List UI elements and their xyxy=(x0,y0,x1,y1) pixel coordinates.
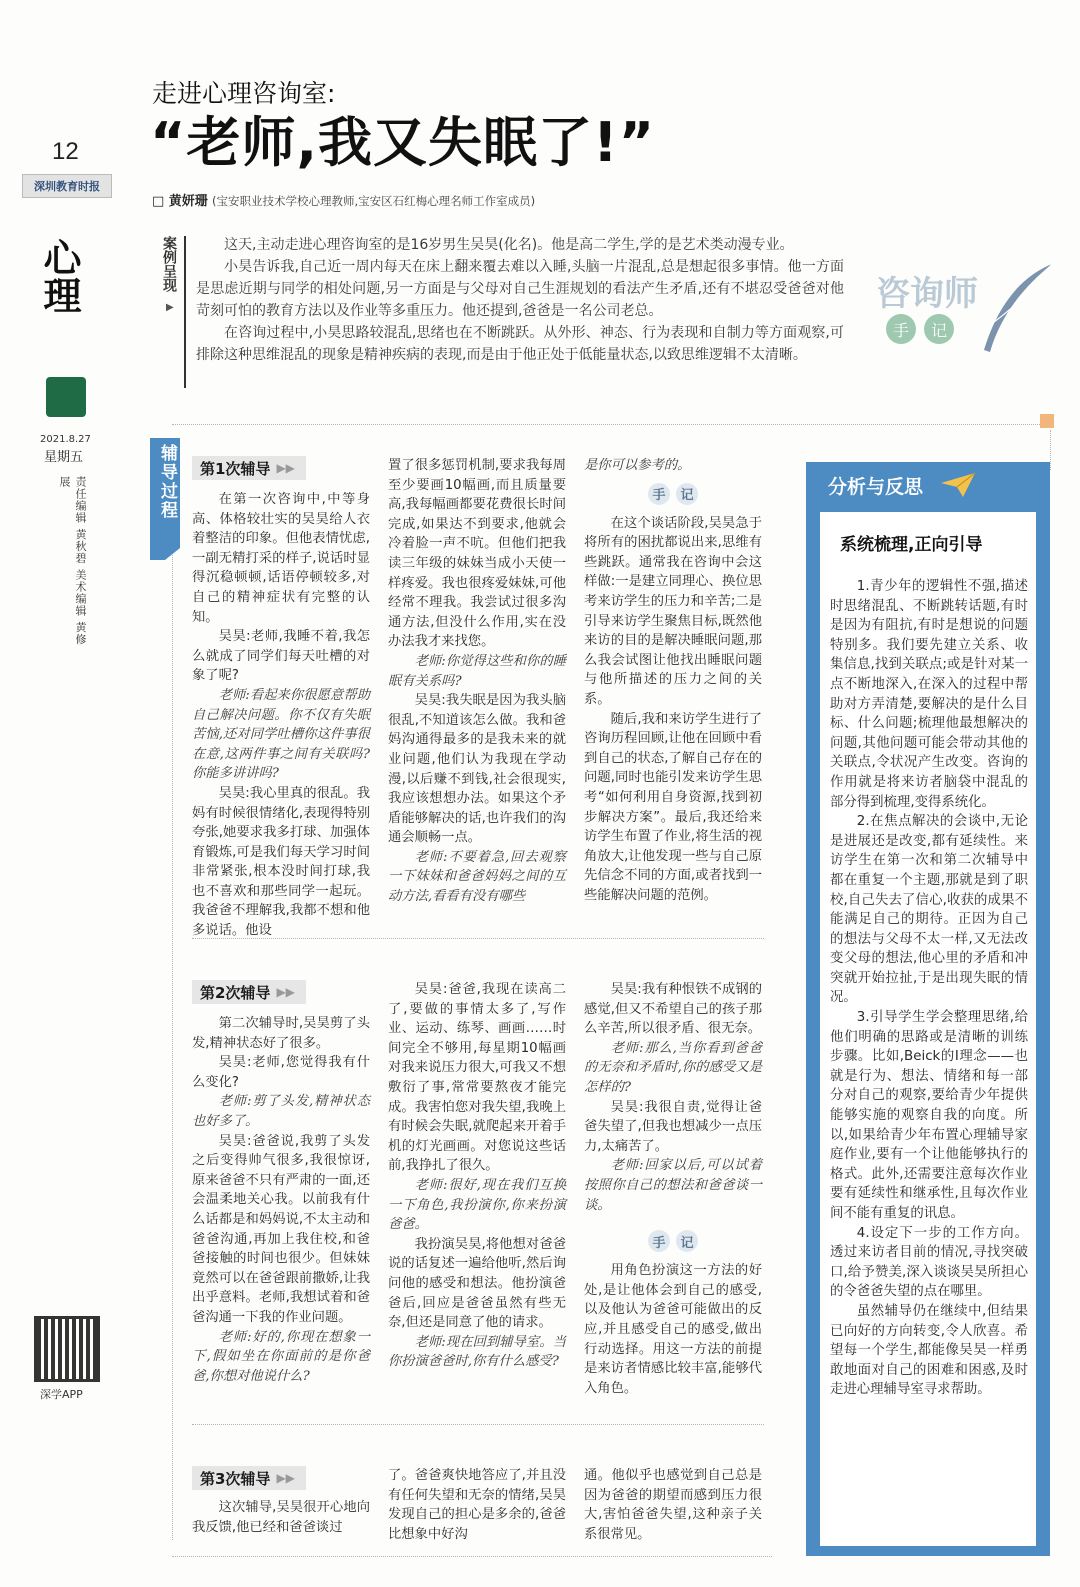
note-char: 手 xyxy=(648,1230,670,1252)
editors-credit: 责任编辑 黄秋碧 美术编辑 黄修展 xyxy=(58,476,87,646)
session2-col1 xyxy=(192,980,370,1386)
frame-right xyxy=(1050,430,1051,470)
analysis-title: 系统梳理,正向引导 xyxy=(840,535,983,555)
issue-weekday: 星期五 xyxy=(44,450,84,465)
frame-top xyxy=(172,424,1044,425)
session2-para: 老师:那么,当你看到爸爸的无奈和矛盾时,你的感受又是怎样的? xyxy=(584,1040,762,1095)
session1-col1 xyxy=(192,456,370,941)
qr-code[interactable] xyxy=(34,1316,100,1382)
case-divider xyxy=(184,236,186,388)
session3-para: 了。爸爸爽快地答应了,并且没有任何失望和无奈的情绪,吴昊发现自己的担心是多余的,爸爸比想象中好沟 xyxy=(388,1468,566,1542)
corner-mark xyxy=(1040,414,1054,428)
case-body xyxy=(196,234,844,366)
session3-para: 这次辅导,吴昊很开心地向我反馈,他已经和爸爸谈过 xyxy=(192,1500,370,1535)
frame-left xyxy=(172,540,173,1540)
note-char: 手 xyxy=(648,483,670,505)
session2-para: 吴昊:老师,您觉得我有什么变化? xyxy=(192,1055,370,1090)
session3-heading xyxy=(192,1466,306,1490)
session1-col2 xyxy=(388,456,566,907)
analysis-header xyxy=(806,462,1050,508)
byline xyxy=(152,190,535,209)
issue-date: 2021.8.27 xyxy=(40,434,91,445)
double-arrow-icon: ▶▶ xyxy=(276,1471,295,1485)
session3-col1 xyxy=(192,1466,370,1537)
session3-col3 xyxy=(584,1466,762,1544)
session1-para: 老师:不要着急,回去观察一下妹妹和爸爸妈妈之间的互动方法,看看有没有哪些 xyxy=(388,849,566,905)
session2-para: 吴昊:我很自责,觉得让爸爸失望了,但我也想减少一点压力,太痛苦了。 xyxy=(584,1099,762,1154)
process-label: 辅导过程 xyxy=(157,444,177,520)
session1-para: 置了很多惩罚机制,要求我每周至少要画10幅画,而且质量要高,我每幅画都要花费很长时间完成,如果达不到要求,他就会冷着脸一声不吭。但他们把我读三年级的妹妹当成小天使一样疼爱。我也很疼爱妹妹,可他经常不理我。我尝试过很多沟通方法,但没什么作用,实在没办法我才来找您。 xyxy=(388,458,566,650)
logo-title: 咨询师 xyxy=(876,274,978,314)
session3-col2 xyxy=(388,1466,566,1544)
case-paragraph: 这天,主动走进心理咨询室的是16岁男生吴昊(化名)。他是高二学生,学的是艺术类动漫专业。 xyxy=(224,237,794,253)
session2-para: 吴昊:爸爸,我现在读高二了,要做的事情太多了,写作业、运动、练琴、画画……时间完全不够用,每星期10幅画对我来说压力很大,可我又不想敷衍了事,常常要熬夜才能完成。我害怕您对我失望,我晚上有时候会失眠,就爬起来开着手机的灯光画画。对您说这些话前,我挣扎了很久。 xyxy=(388,982,566,1174)
analysis-para: 1.青少年的逻辑性不强,描述时思绪混乱、不断跳转话题,有时是因为有阻抗,有时是想说的问题特别多。我们要先建立关系、收集信息,找到关联点;或是针对某一点不断地深入,在深入的过程中帮助对方弄清楚,要解决的是什么目标、什么问题;梳理他最想解决的问题,其他问题可能会带动其他的关联点,令状况产生改变。咨询的作用就是将来访者脑袋中混乱的部分得到梳理,变得系统化。 xyxy=(830,579,1028,810)
session2-col2 xyxy=(388,980,566,1372)
paper-logo: 深圳教育时报 xyxy=(22,174,112,198)
session1-title: 第1次辅导 xyxy=(200,459,271,478)
session1-para: 随后,我和来访学生进行了咨询历程回顾,让他在回顾中看到自己的状态,了解自己存在的问题,同时也能引发来访学生思考“如何利用自身资源,找到初步解决方案”。最后,我还给来访学生布置了作业,将生活的视角放大,让他发现一些与自己原先信念不同的方面,或者找到一些能解决问题的范例。 xyxy=(584,711,762,903)
session3-para: 通。他似乎也感觉到自己总是因为爸爸的期望而感到压力很大,害怕爸爸失望,这种亲子关系很常见。 xyxy=(584,1468,762,1542)
counselor-notes-logo xyxy=(872,262,1058,362)
session2-para: 用角色扮演这一方法的好处,是让他体会到自己的感受,以及他认为爸爸可能做出的反应,并且感受自己的感受,做出行动选择。用这一方法的前提是来访者情感比较丰富,能够代入角色。 xyxy=(584,1263,762,1396)
session2-heading xyxy=(192,980,306,1004)
case-paragraph: 小昊告诉我,自己近一周内每天在床上翻来覆去难以入睡,头脑一片混乱,总是想起很多事情。他一方面是思虑近期与同学的相处问题,另一方面是与父母对自己生涯规划的看法产生矛盾,还有不堪忍受爸爸对他苛刻可怕的教育方法以及作业等多重压力。他还提到,爸爸是一名公司老总。 xyxy=(196,259,844,319)
double-arrow-icon: ▶▶ xyxy=(276,461,295,475)
session3-title: 第3次辅导 xyxy=(200,1469,271,1488)
session1-col3 xyxy=(584,456,762,905)
session2-para: 老师:回家以后,可以试着按照你自己的想法和爸爸谈一谈。 xyxy=(584,1158,762,1213)
logo-badge: 手 xyxy=(886,314,916,344)
session2-para: 老师:现在回到辅导室。当你扮演爸爸时,你有什么感受? xyxy=(388,1334,566,1370)
case-label-arrow: ▶ xyxy=(166,302,174,313)
headline: “老师,我又失眠了!” xyxy=(150,111,656,174)
section-label: 心理 xyxy=(37,238,82,314)
session2-para: 吴昊:我有种恨铁不成钢的感觉,但又不希望自己的孩子那么辛苦,所以很矛盾、很无奈。 xyxy=(584,982,762,1037)
app-label: 深学APP xyxy=(40,1388,83,1401)
note-char: 记 xyxy=(676,1230,698,1252)
author-name: □ 黄妍珊 xyxy=(152,194,208,209)
note-tag xyxy=(584,1229,762,1253)
session2-para: 老师:好的,你现在想象一下,假如坐在你面前的是你爸爸,你想对他说什么? xyxy=(192,1329,370,1384)
session1-para: 在这个谈话阶段,吴昊急于将所有的困扰都说出来,思维有些跳跃。通常我在咨询中会这样做:一是建立同理心、换位思考来访学生的压力和辛苦;二是引导来访学生聚焦目标,既然他来访的目的是解决睡眠问题,那么我会试图让他找出睡眠问题与他所描述的压力之间的关系。 xyxy=(584,515,762,707)
session1-para: 吴昊:老师,我睡不着,我怎么就成了同学们每天吐槽的对象了呢? xyxy=(192,629,370,684)
quill-icon xyxy=(976,262,1056,358)
session2-para: 吴昊:爸爸说,我剪了头发之后变得帅气很多,我很惊讶,原来爸爸不只有严肃的一面,还会温柔地关心我。以前我有什么话都是和妈妈说,不太主动和爸爸沟通,再加上我住校,和爸爸接触的时间也很少。但妹妹竟然可以在爸爸跟前撒娇,让我出乎意料。老师,我想试着和爸爸沟通一下我的作业问题。 xyxy=(192,1133,370,1325)
paper-plane-icon xyxy=(939,471,977,499)
analysis-para: 虽然辅导仍在继续中,但结果已向好的方向转变,令人欣喜。希望每一个学生,都能像吴昊一样勇敢地面对自己的困难和困惑,及时走进心理辅导室寻求帮助。 xyxy=(830,1303,1028,1398)
analysis-panel xyxy=(806,462,1050,1556)
session1-para: 是你可以参考的。 xyxy=(584,458,691,473)
process-tab-fold xyxy=(150,548,180,560)
analysis-para: 4.设定下一步的工作方向。透过来访者目前的情况,寻找突破口,给予赞美,深入谈谈吴昊所担心的令爸爸失望的点在哪里。 xyxy=(830,1225,1028,1300)
session2-para: 我扮演吴昊,将他想对爸爸说的话复述一遍给他听,然后询问他的感受和想法。他扮演爸爸后,回应是爸爸虽然有些无奈,但还是同意了他的请求。 xyxy=(388,1236,566,1331)
session-divider xyxy=(192,938,764,939)
session2-para: 老师:很好,现在我们互换一下角色,我扮演你,你来扮演爸爸。 xyxy=(388,1177,566,1233)
note-char: 记 xyxy=(676,483,698,505)
analysis-para: 2.在焦点解决的会谈中,无论是进展还是改变,都有延续性。来访学生在第一次和第二次辅导中都在重复一个主题,那就是到了职校,自己失去了信心,收获的成果不能满足自己的期待。正因为自己的想法与父母不太一样,又无法改变父母的想法,他心里的矛盾和冲突就开始拉扯,于是出现失眠的情况。 xyxy=(830,814,1028,1006)
case-paragraph: 在咨询过程中,小昊思路较混乱,思绪也在不断跳跃。从外形、神态、行为表现和自制力等方面观察,可排除这种思维混乱的现象是精神疾病的表现,而是由于他正处于低能量状态,以致思维逻辑不太清晰。 xyxy=(196,325,844,363)
session2-para: 第二次辅导时,吴昊剪了头发,精神状态好了很多。 xyxy=(192,1016,370,1051)
session-divider xyxy=(192,1424,764,1425)
session2-title: 第2次辅导 xyxy=(200,983,271,1002)
session1-para: 老师:看起来你很愿意帮助自己解决问题。你不仅有失眠苦恼,还对同学吐槽你这件事很在意,这两件事之间有关联吗?你能多讲讲吗? xyxy=(192,687,370,782)
session1-para: 老师:你觉得这些和你的睡眠有关系吗? xyxy=(388,653,566,689)
case-label: 案例呈现 xyxy=(161,236,177,292)
session1-heading xyxy=(192,456,306,480)
session2-col3 xyxy=(584,980,762,1398)
session1-para: 在第一次咨询中,中等身高、体格较壮实的吴昊给人衣着整洁的印象。但他表情忧虑,一副无精打采的样子,说话时显得沉稳顿顿,话语停顿较多,对自己的精神症状有完整的认知。 xyxy=(192,492,370,625)
analysis-content xyxy=(820,512,1036,1546)
frame-bottom xyxy=(172,1556,772,1557)
session2-para: 老师:剪了头发,精神状态也好多了。 xyxy=(192,1094,370,1129)
note-tag xyxy=(584,482,762,506)
kicker: 走进心理咨询室: xyxy=(152,79,336,108)
analysis-header-text: 分析与反思 xyxy=(828,475,924,498)
process-tab xyxy=(150,438,180,548)
section-color-block xyxy=(46,377,86,417)
author-note: (宝安职业技术学校心理教师,宝安区石红梅心理名师工作室成员) xyxy=(211,194,536,208)
analysis-para: 3.引导学生学会整理思绪,给他们明确的思路或是清晰的训练步骤。比如,Beick的I理念——也就是行为、想法、情绪和每一部分对自己的观察,要给青少年提供能够实施的观察自我的向度。所以,如果给青少年布置心理辅导家庭作业,要有一个让他能够执行的格式。此外,还需要注意每次作业要有延续性和继承性,且每次作业间不能有重复的讯息。 xyxy=(830,1010,1028,1221)
logo-badge: 记 xyxy=(924,314,954,344)
page-number: 12 xyxy=(52,138,79,165)
double-arrow-icon: ▶▶ xyxy=(276,985,295,999)
session1-para: 吴昊:我心里真的很乱。我妈有时候很情绪化,表现得特别夸张,她要求我多打球、加强体育锻炼,可是我们每天学习时间非常紧张,根本没时间打球,我也不喜欢和那些同学一起玩。我爸爸不理解我,我都不想和他多说话。他设 xyxy=(192,785,370,939)
session1-para: 吴昊:我失眠是因为我头脑很乱,不知道该怎么做。我和爸妈沟通得最多的是我未来的就业问题,他们认为我现在学动漫,以后赚不到钱,社会很现实,我应该想想办法。如果这个矛盾能够解决的话,也许我们的沟通会顺畅一点。 xyxy=(388,693,566,846)
